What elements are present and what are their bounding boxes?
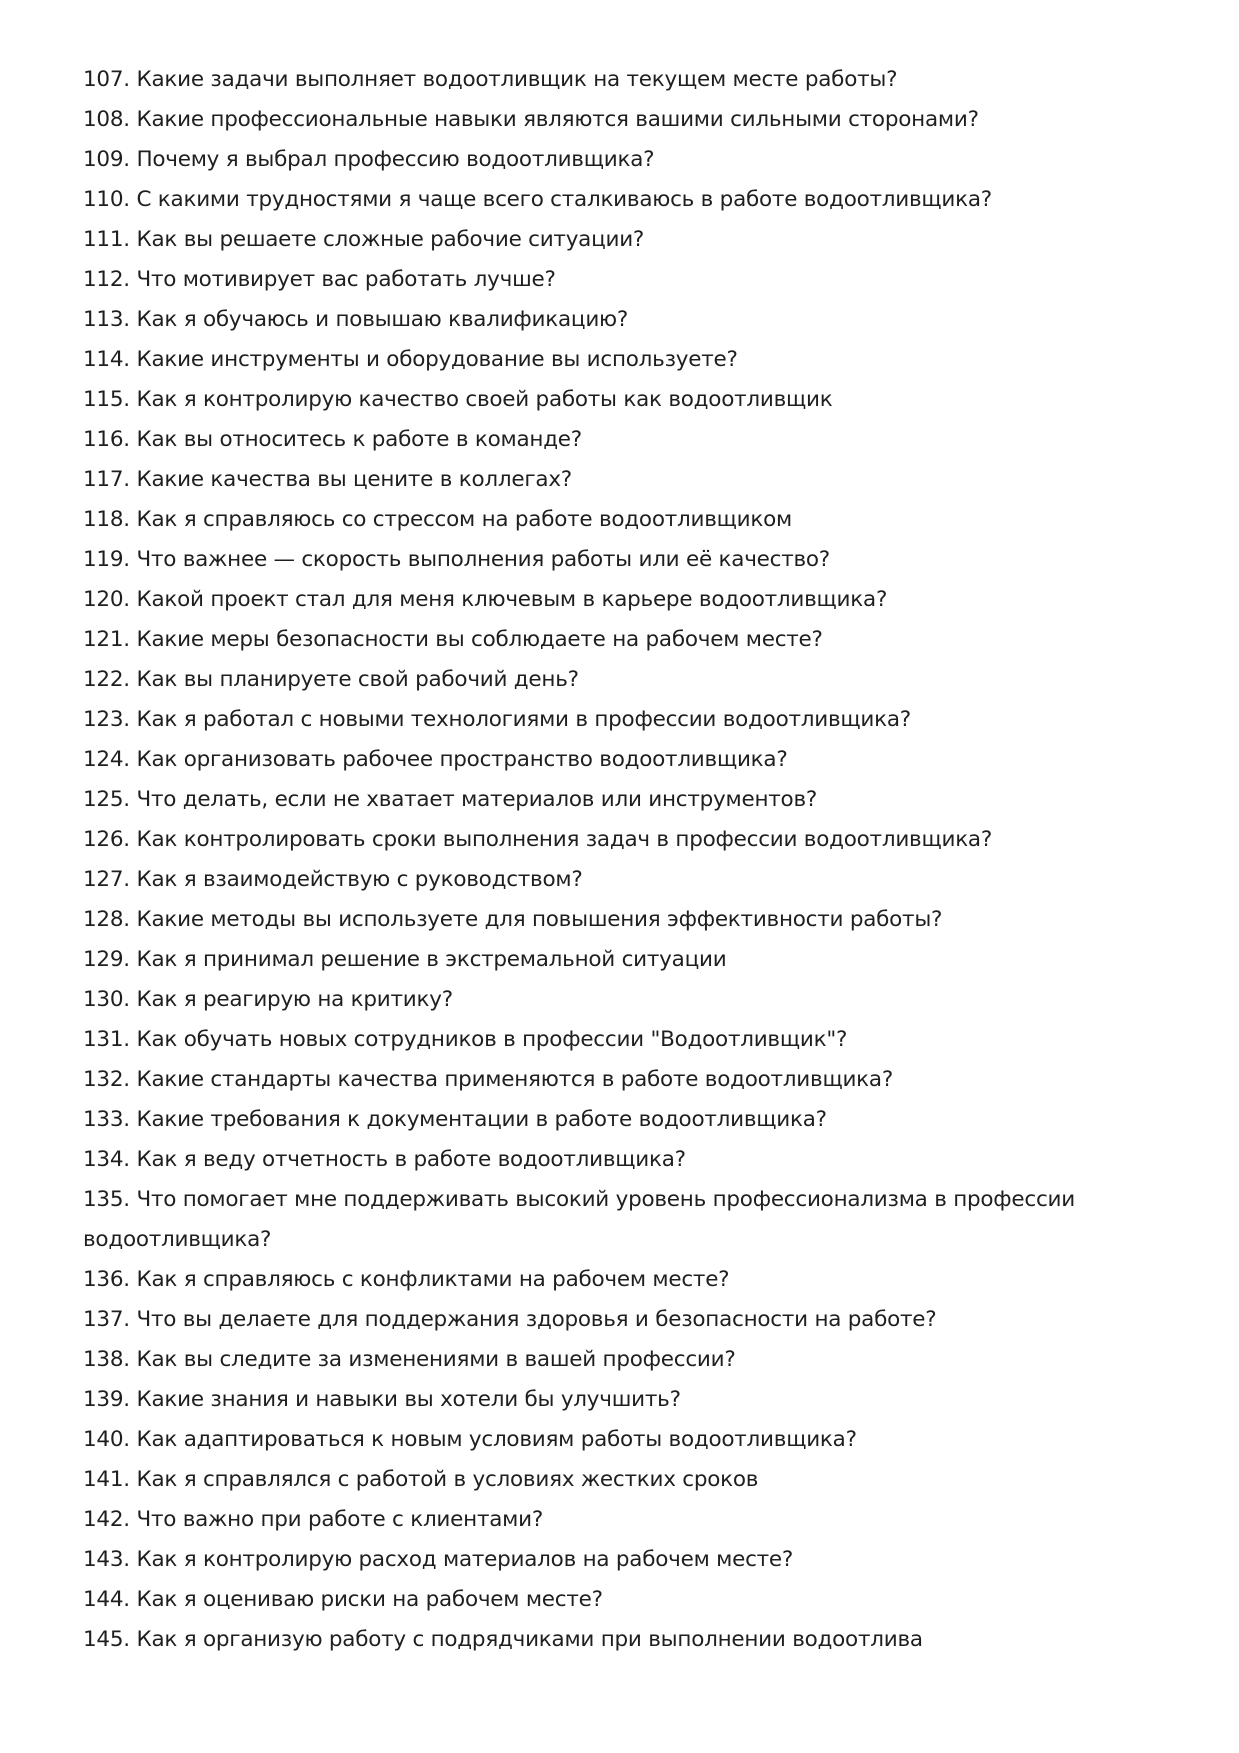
question-item: 118. Как я справляюсь со стрессом на работе водоотливщиком (83, 507, 792, 532)
question-item: 108. Какие профессиональные навыки являются вашими сильными сторонами? (83, 107, 979, 132)
question-item: 123. Как я работал с новыми технологиями в профессии водоотливщика? (83, 707, 911, 732)
question-item: 139. Какие знания и навыки вы хотели бы улучшить? (83, 1387, 681, 1412)
question-item: 135. Что помогает мне поддерживать высокий уровень профессионализма в профессии водоотливщика? (83, 1187, 1075, 1252)
question-item: 114. Какие инструменты и оборудование вы используете? (83, 347, 738, 372)
question-item: 126. Как контролировать сроки выполнения задач в профессии водоотливщика? (83, 827, 993, 852)
question-item: 144. Как я оцениваю риски на рабочем месте? (83, 1587, 603, 1612)
question-item: 127. Как я взаимодействую с руководством? (83, 867, 583, 892)
question-item: 142. Что важно при работе с клиентами? (83, 1507, 543, 1532)
question-item: 117. Какие качества вы цените в коллегах? (83, 467, 572, 492)
question-item: 125. Что делать, если не хватает материалов или инструментов? (83, 787, 818, 812)
question-item: 122. Как вы планируете свой рабочий день? (83, 667, 579, 692)
question-item: 137. Что вы делаете для поддержания здоровья и безопасности на работе? (83, 1307, 937, 1332)
question-item: 120. Какой проект стал для меня ключевым в карьере водоотливщика? (83, 587, 888, 612)
question-item: 140. Как адаптироваться к новым условиям работы водоотливщика? (83, 1427, 857, 1452)
question-item: 141. Как я справлялся с работой в условиях жестких сроков (83, 1467, 759, 1492)
question-list (83, 60, 1179, 1660)
question-item: 124. Как организовать рабочее пространство водоотливщика? (83, 747, 788, 772)
question-item: 129. Как я принимал решение в экстремальной ситуации (83, 947, 727, 972)
question-item: 110. С какими трудностями я чаще всего сталкиваюсь в работе водоотливщика? (83, 187, 992, 212)
question-item: 109. Почему я выбрал профессию водоотливщика? (83, 147, 655, 172)
question-item: 133. Какие требования к документации в работе водоотливщика? (83, 1107, 827, 1132)
question-item: 116. Как вы относитесь к работе в команде? (83, 427, 582, 452)
question-item: 112. Что мотивирует вас работать лучше? (83, 267, 556, 292)
question-item: 119. Что важнее — скорость выполнения работы или её качество? (83, 547, 830, 572)
question-item: 128. Какие методы вы используете для повышения эффективности работы? (83, 907, 943, 932)
question-item: 138. Как вы следите за изменениями в вашей профессии? (83, 1347, 736, 1372)
question-item: 107. Какие задачи выполняет водоотливщик на текущем месте работы? (83, 67, 898, 92)
question-item: 113. Как я обучаюсь и повышаю квалификацию? (83, 307, 629, 332)
question-item: 115. Как я контролирую качество своей работы как водоотливщик (83, 387, 833, 412)
question-item: 130. Как я реагирую на критику? (83, 987, 453, 1012)
question-item: 111. Как вы решаете сложные рабочие ситуации? (83, 227, 645, 252)
question-item: 121. Какие меры безопасности вы соблюдаете на рабочем месте? (83, 627, 823, 652)
question-item: 145. Как я организую работу с подрядчиками при выполнении водоотлива (83, 1627, 923, 1652)
question-item: 131. Как обучать новых сотрудников в профессии "Водоотливщик"? (83, 1027, 848, 1052)
question-item: 132. Какие стандарты качества применяются в работе водоотливщика? (83, 1067, 893, 1092)
question-item: 143. Как я контролирую расход материалов на рабочем месте? (83, 1547, 794, 1572)
question-item: 136. Как я справляюсь с конфликтами на рабочем месте? (83, 1267, 730, 1292)
question-item: 134. Как я веду отчетность в работе водоотливщика? (83, 1147, 686, 1172)
